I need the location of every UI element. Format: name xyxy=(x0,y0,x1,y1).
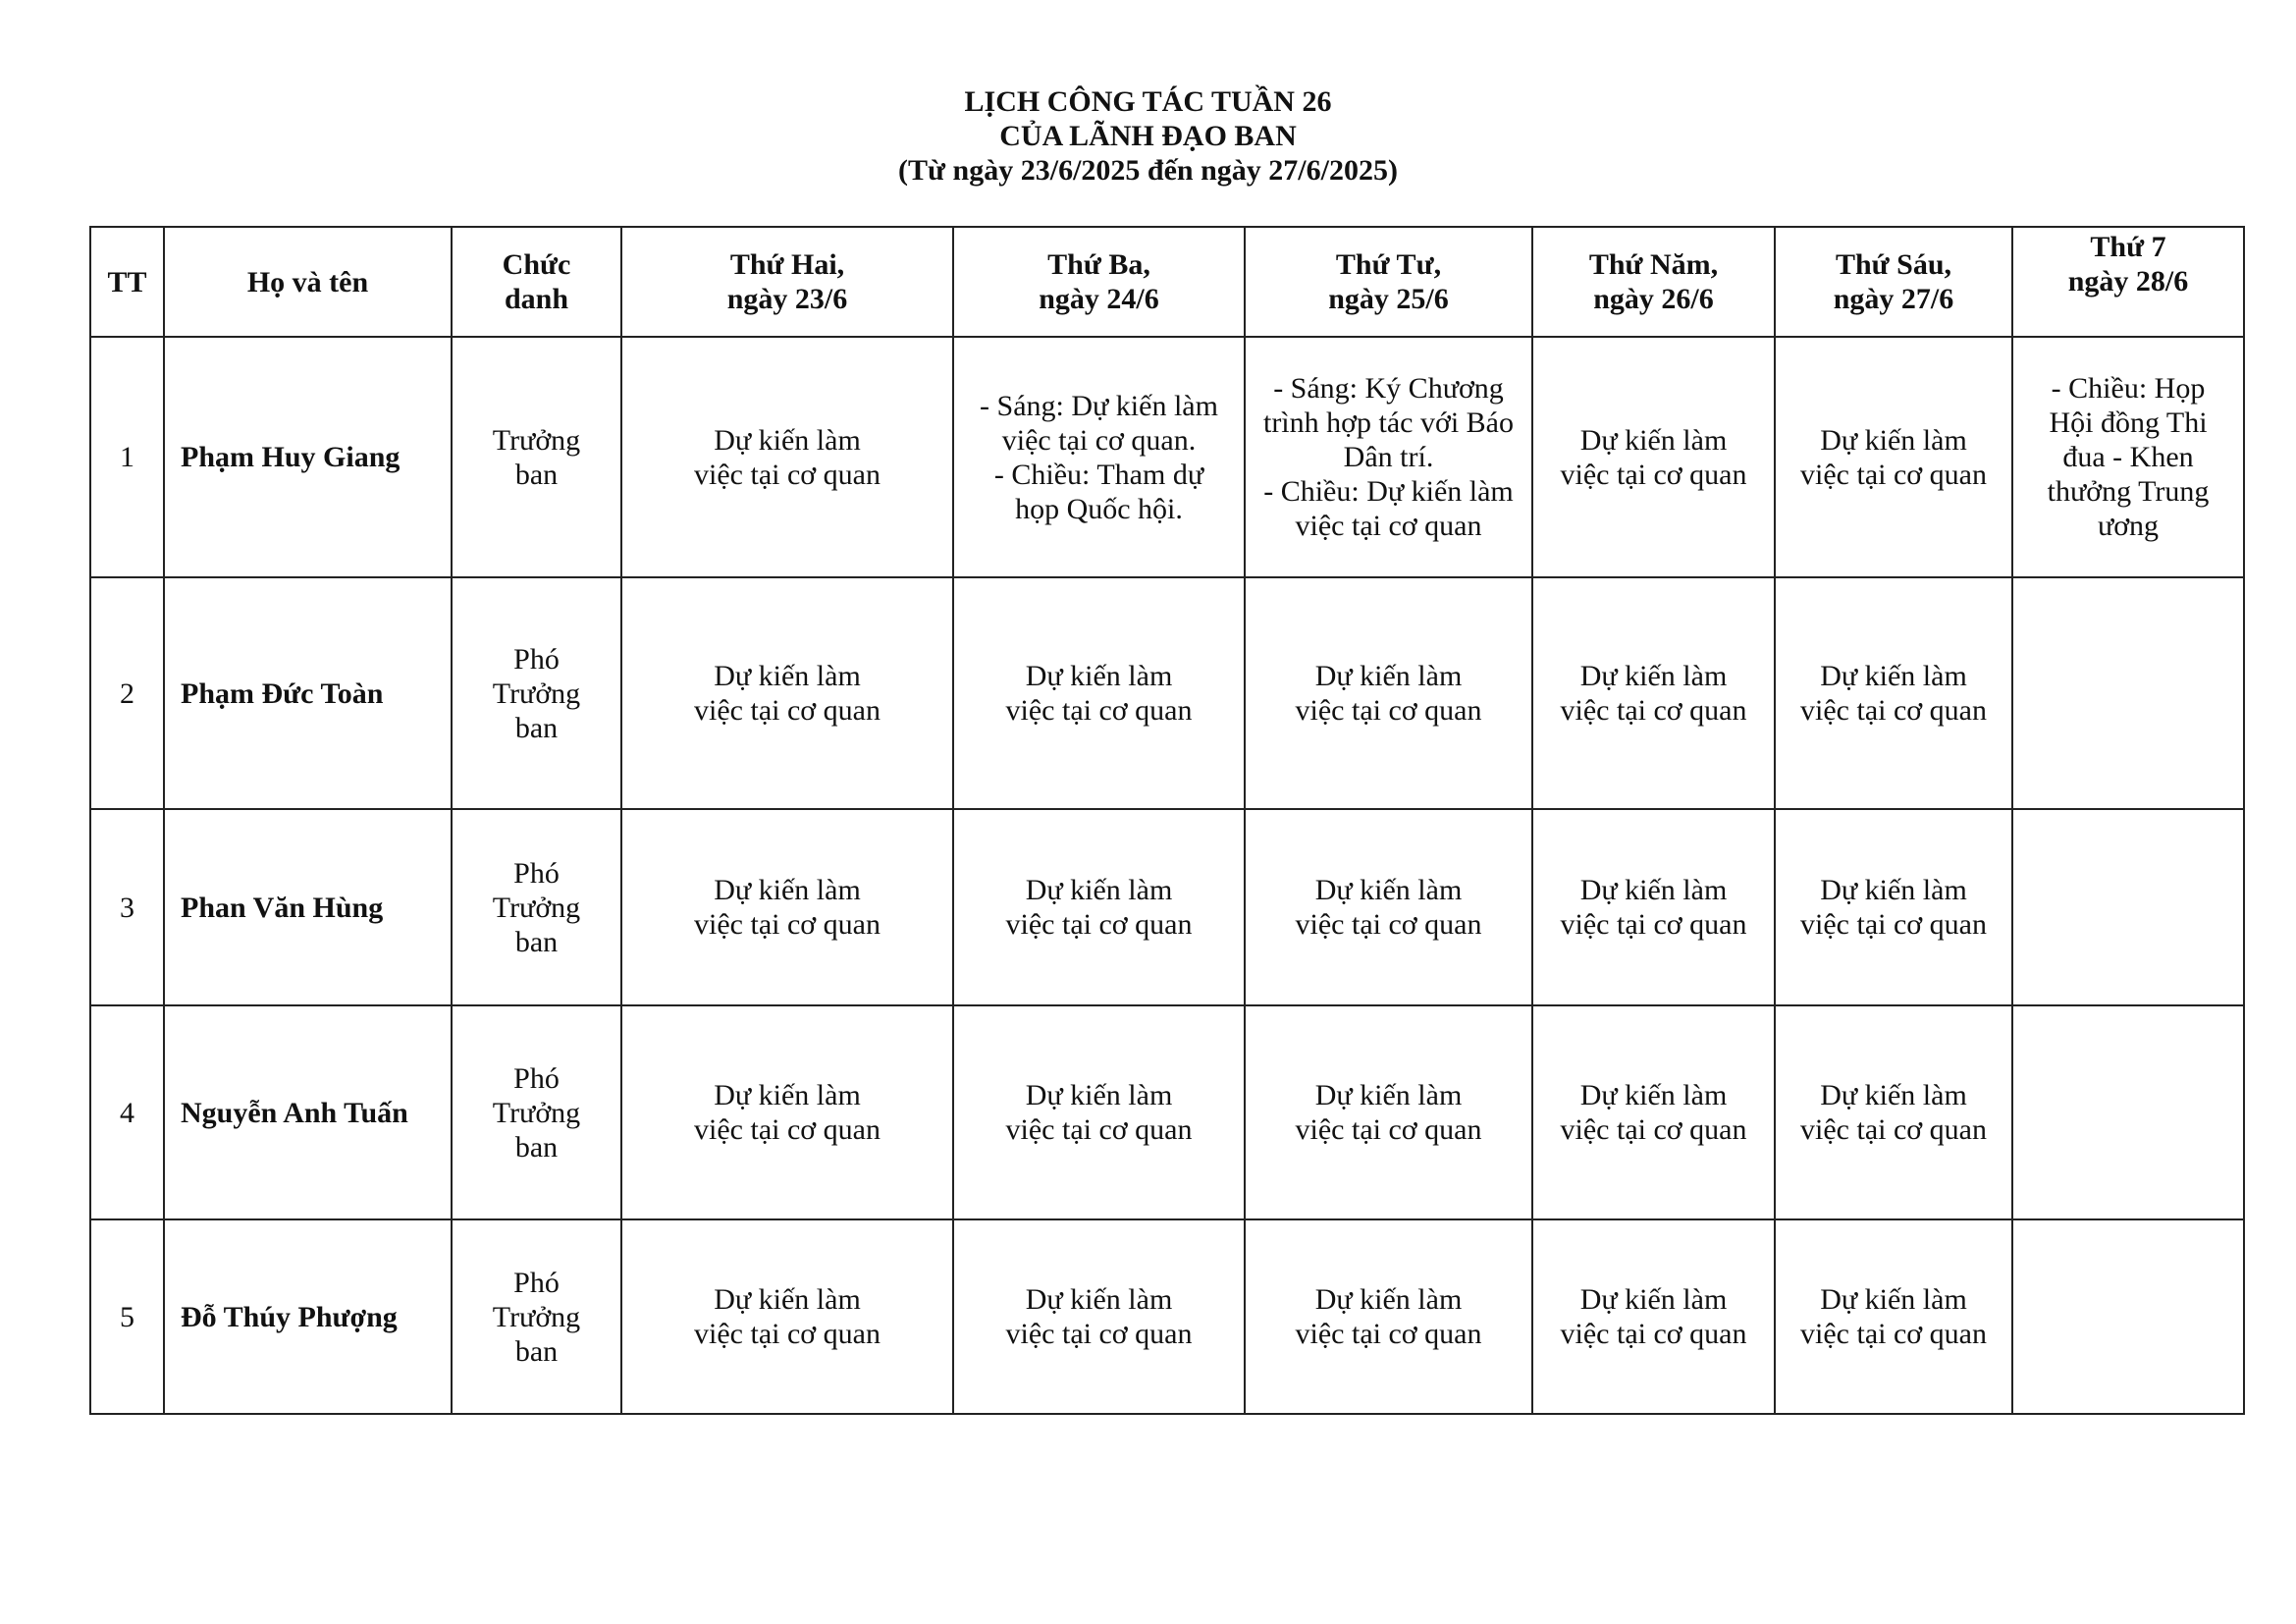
cell-schedule-line: họp Quốc hội. xyxy=(1015,492,1183,525)
cell-day-schedule xyxy=(2012,809,2244,1005)
header-day-wednesday xyxy=(1245,227,1532,337)
cell-day-schedule xyxy=(1532,809,1775,1005)
cell-day-schedule xyxy=(953,577,1245,809)
cell-day-schedule xyxy=(1775,809,2012,1005)
cell-name: Phạm Huy Giang xyxy=(164,337,452,577)
cell-schedule-line: Dự kiến làm xyxy=(1025,1079,1173,1111)
cell-schedule-line: việc tại cơ quan xyxy=(1560,694,1747,727)
header-day-line: Thứ Năm, xyxy=(1588,248,1719,281)
cell-schedule-line: Dự kiến làm xyxy=(1820,1283,1967,1316)
header-day-saturday xyxy=(2012,227,2244,337)
cell-position-line: Phó xyxy=(513,856,560,890)
cell-schedule-line: Dân trí. xyxy=(1343,441,1434,473)
cell-schedule-line: Dự kiến làm xyxy=(1820,1079,1967,1111)
cell-name: Nguyễn Anh Tuấn xyxy=(164,1005,452,1219)
cell-schedule-line: Dự kiến làm xyxy=(1579,1079,1728,1111)
header-day-friday xyxy=(1775,227,2012,337)
cell-schedule-line: Dự kiến làm xyxy=(1314,1283,1463,1316)
title-date-range: (Từ ngày 23/6/2025 đến ngày 27/6/2025) xyxy=(898,154,1398,187)
table-row xyxy=(90,337,2244,577)
cell-schedule-line: việc tại cơ quan xyxy=(694,694,881,727)
header-day-line: ngày 23/6 xyxy=(726,283,848,315)
table-row xyxy=(90,1005,2244,1219)
cell-day-schedule xyxy=(953,1005,1245,1219)
cell-position-line: ban xyxy=(514,1130,559,1164)
schedule-table xyxy=(89,226,2245,1415)
cell-schedule-line: trình hợp tác với Báo xyxy=(1262,406,1514,439)
cell-position-line: Trưởng xyxy=(492,891,581,924)
header-day-tuesday xyxy=(953,227,1245,337)
cell-schedule-line: Dự kiến làm xyxy=(1025,874,1173,906)
cell-position-line: Phó xyxy=(513,1266,560,1299)
cell-tt: 2 xyxy=(90,577,164,809)
cell-tt: 5 xyxy=(90,1219,164,1414)
cell-day-schedule xyxy=(621,337,953,577)
cell-schedule-line: việc tại cơ quan xyxy=(1800,1318,1987,1350)
title-line-2: CỦA LÃNH ĐẠO BAN xyxy=(999,120,1297,152)
cell-schedule-line: việc tại cơ quan xyxy=(1295,694,1482,727)
header-day-line: Thứ Tư, xyxy=(1335,248,1442,281)
cell-day-schedule xyxy=(1245,1219,1532,1414)
cell-position-line: Phó xyxy=(513,642,560,676)
header-day-thursday xyxy=(1532,227,1775,337)
title-line-1: LỊCH CÔNG TÁC TUẦN 26 xyxy=(964,85,1332,118)
cell-day-schedule xyxy=(2012,337,2244,577)
cell-schedule-line: việc tại cơ quan xyxy=(1560,458,1747,491)
cell-schedule-line: việc tại cơ quan xyxy=(1800,694,1987,727)
cell-position-line: Trưởng xyxy=(492,677,581,710)
cell-schedule-line: Dự kiến làm xyxy=(714,1079,861,1111)
cell-position xyxy=(452,337,621,577)
header-day-line: Thứ 7 xyxy=(2090,231,2166,263)
cell-schedule-line: đua - Khen xyxy=(2062,441,2194,473)
cell-schedule-line: - Chiều: Họp xyxy=(2051,372,2206,405)
cell-day-schedule xyxy=(2012,1005,2244,1219)
cell-schedule-line: Dự kiến làm xyxy=(714,423,861,457)
cell-schedule-line: Dự kiến làm xyxy=(1820,874,1967,906)
cell-schedule-line: thưởng Trung xyxy=(2047,475,2210,508)
cell-schedule-line: việc tại cơ quan xyxy=(1295,510,1482,542)
header-day-line: Thứ Ba, xyxy=(1047,248,1150,281)
cell-schedule-line: việc tại cơ quan xyxy=(1800,458,1987,491)
cell-schedule-line: việc tại cơ quan xyxy=(1800,908,1987,941)
header-day-line: ngày 25/6 xyxy=(1328,283,1449,315)
header-day-line: ngày 27/6 xyxy=(1833,283,1954,315)
table-row xyxy=(90,1219,2244,1414)
header-position xyxy=(452,227,621,337)
cell-position xyxy=(452,1005,621,1219)
cell-name: Phan Văn Hùng xyxy=(164,809,452,1005)
cell-name: Đỗ Thúy Phượng xyxy=(164,1219,452,1414)
cell-position xyxy=(452,1219,621,1414)
cell-schedule-line: Dự kiến làm xyxy=(1579,1283,1728,1316)
cell-schedule-line: Dự kiến làm xyxy=(1314,1079,1463,1111)
cell-schedule-line: việc tại cơ quan xyxy=(1560,1113,1747,1146)
header-day-line: ngày 28/6 xyxy=(2067,265,2189,298)
header-row xyxy=(90,227,2244,337)
cell-day-schedule xyxy=(621,577,953,809)
cell-schedule-line: Dự kiến làm xyxy=(714,660,861,692)
cell-schedule-line: việc tại cơ quan xyxy=(694,1318,881,1350)
cell-schedule-line: việc tại cơ quan xyxy=(1295,1318,1482,1350)
header-day-line: Thứ Hai, xyxy=(729,248,845,281)
cell-schedule-line: việc tại cơ quan xyxy=(694,458,881,491)
cell-schedule-line: Dự kiến làm xyxy=(1579,660,1728,692)
cell-schedule-line: việc tại cơ quan xyxy=(1800,1113,1987,1146)
cell-day-schedule xyxy=(1245,337,1532,577)
cell-schedule-line: Dự kiến làm xyxy=(1025,1283,1173,1316)
cell-day-schedule xyxy=(1245,577,1532,809)
cell-day-schedule xyxy=(1532,577,1775,809)
cell-day-schedule xyxy=(621,1219,953,1414)
header-day-line: ngày 24/6 xyxy=(1039,283,1159,315)
cell-schedule-line: - Chiều: Tham dự xyxy=(993,458,1204,491)
cell-position-line: ban xyxy=(514,711,559,744)
cell-day-schedule xyxy=(621,809,953,1005)
header-tt: TT xyxy=(90,227,164,337)
cell-schedule-line: Dự kiến làm xyxy=(1820,660,1967,692)
cell-day-schedule xyxy=(953,1219,1245,1414)
cell-schedule-line: - Sáng: Dự kiến làm xyxy=(980,389,1218,422)
cell-schedule-line: việc tại cơ quan xyxy=(1005,694,1193,727)
cell-day-schedule xyxy=(621,1005,953,1219)
cell-position-line: Trưởng xyxy=(492,423,581,457)
cell-day-schedule xyxy=(1532,1005,1775,1219)
header-position-line: danh xyxy=(504,283,569,315)
cell-day-schedule xyxy=(953,809,1245,1005)
cell-position-line: Trưởng xyxy=(492,1300,581,1333)
cell-day-schedule xyxy=(2012,577,2244,809)
document-title xyxy=(0,84,2296,188)
cell-schedule-line: Dự kiến làm xyxy=(1025,660,1173,692)
cell-tt: 1 xyxy=(90,337,164,577)
cell-schedule-line: Dự kiến làm xyxy=(1314,660,1463,692)
cell-schedule-line: việc tại cơ quan xyxy=(1005,908,1193,941)
cell-name: Phạm Đức Toàn xyxy=(164,577,452,809)
cell-schedule-line: Dự kiến làm xyxy=(714,874,861,906)
cell-day-schedule xyxy=(1775,337,2012,577)
header-name: Họ và tên xyxy=(164,227,452,337)
cell-day-schedule xyxy=(1245,1005,1532,1219)
cell-position xyxy=(452,809,621,1005)
cell-position-line: ban xyxy=(514,458,559,491)
cell-day-schedule xyxy=(1532,1219,1775,1414)
cell-position xyxy=(452,577,621,809)
cell-schedule-line: Dự kiến làm xyxy=(1579,423,1728,457)
cell-day-schedule xyxy=(2012,1219,2244,1414)
cell-schedule-line: - Sáng: Ký Chương xyxy=(1273,372,1504,405)
cell-schedule-line: việc tại cơ quan xyxy=(1560,908,1747,941)
cell-schedule-line: việc tại cơ quan. xyxy=(1001,423,1197,457)
header-day-line: Thứ Sáu, xyxy=(1835,248,1952,281)
cell-schedule-line: việc tại cơ quan xyxy=(694,908,881,941)
cell-position-line: ban xyxy=(514,1334,559,1368)
cell-day-schedule xyxy=(953,337,1245,577)
cell-day-schedule xyxy=(1245,809,1532,1005)
cell-tt: 3 xyxy=(90,809,164,1005)
cell-schedule-line: việc tại cơ quan xyxy=(1560,1318,1747,1350)
cell-tt: 4 xyxy=(90,1005,164,1219)
cell-schedule-line: việc tại cơ quan xyxy=(1295,908,1482,941)
header-day-line: ngày 26/6 xyxy=(1593,283,1714,315)
cell-schedule-line: Dự kiến làm xyxy=(1314,874,1463,906)
cell-day-schedule xyxy=(1775,1219,2012,1414)
cell-schedule-line: việc tại cơ quan xyxy=(1005,1318,1193,1350)
cell-day-schedule xyxy=(1532,337,1775,577)
cell-schedule-line: ương xyxy=(2097,510,2160,542)
cell-schedule-line: - Chiều: Dự kiến làm xyxy=(1263,475,1514,508)
cell-position-line: Trưởng xyxy=(492,1096,581,1129)
cell-schedule-line: Dự kiến làm xyxy=(1820,423,1967,457)
header-day-monday xyxy=(621,227,953,337)
table-row xyxy=(90,577,2244,809)
table-row xyxy=(90,809,2244,1005)
cell-schedule-line: Dự kiến làm xyxy=(1579,874,1728,906)
cell-position-line: Phó xyxy=(513,1061,560,1095)
cell-day-schedule xyxy=(1775,577,2012,809)
cell-day-schedule xyxy=(1775,1005,2012,1219)
header-position-line: Chức xyxy=(502,248,571,281)
cell-schedule-line: Dự kiến làm xyxy=(714,1283,861,1316)
schedule-body xyxy=(90,337,2244,1414)
cell-schedule-line: việc tại cơ quan xyxy=(694,1113,881,1146)
cell-position-line: ban xyxy=(514,925,559,958)
cell-schedule-line: việc tại cơ quan xyxy=(1005,1113,1193,1146)
cell-schedule-line: việc tại cơ quan xyxy=(1295,1113,1482,1146)
cell-schedule-line: Hội đồng Thi xyxy=(2049,406,2208,439)
